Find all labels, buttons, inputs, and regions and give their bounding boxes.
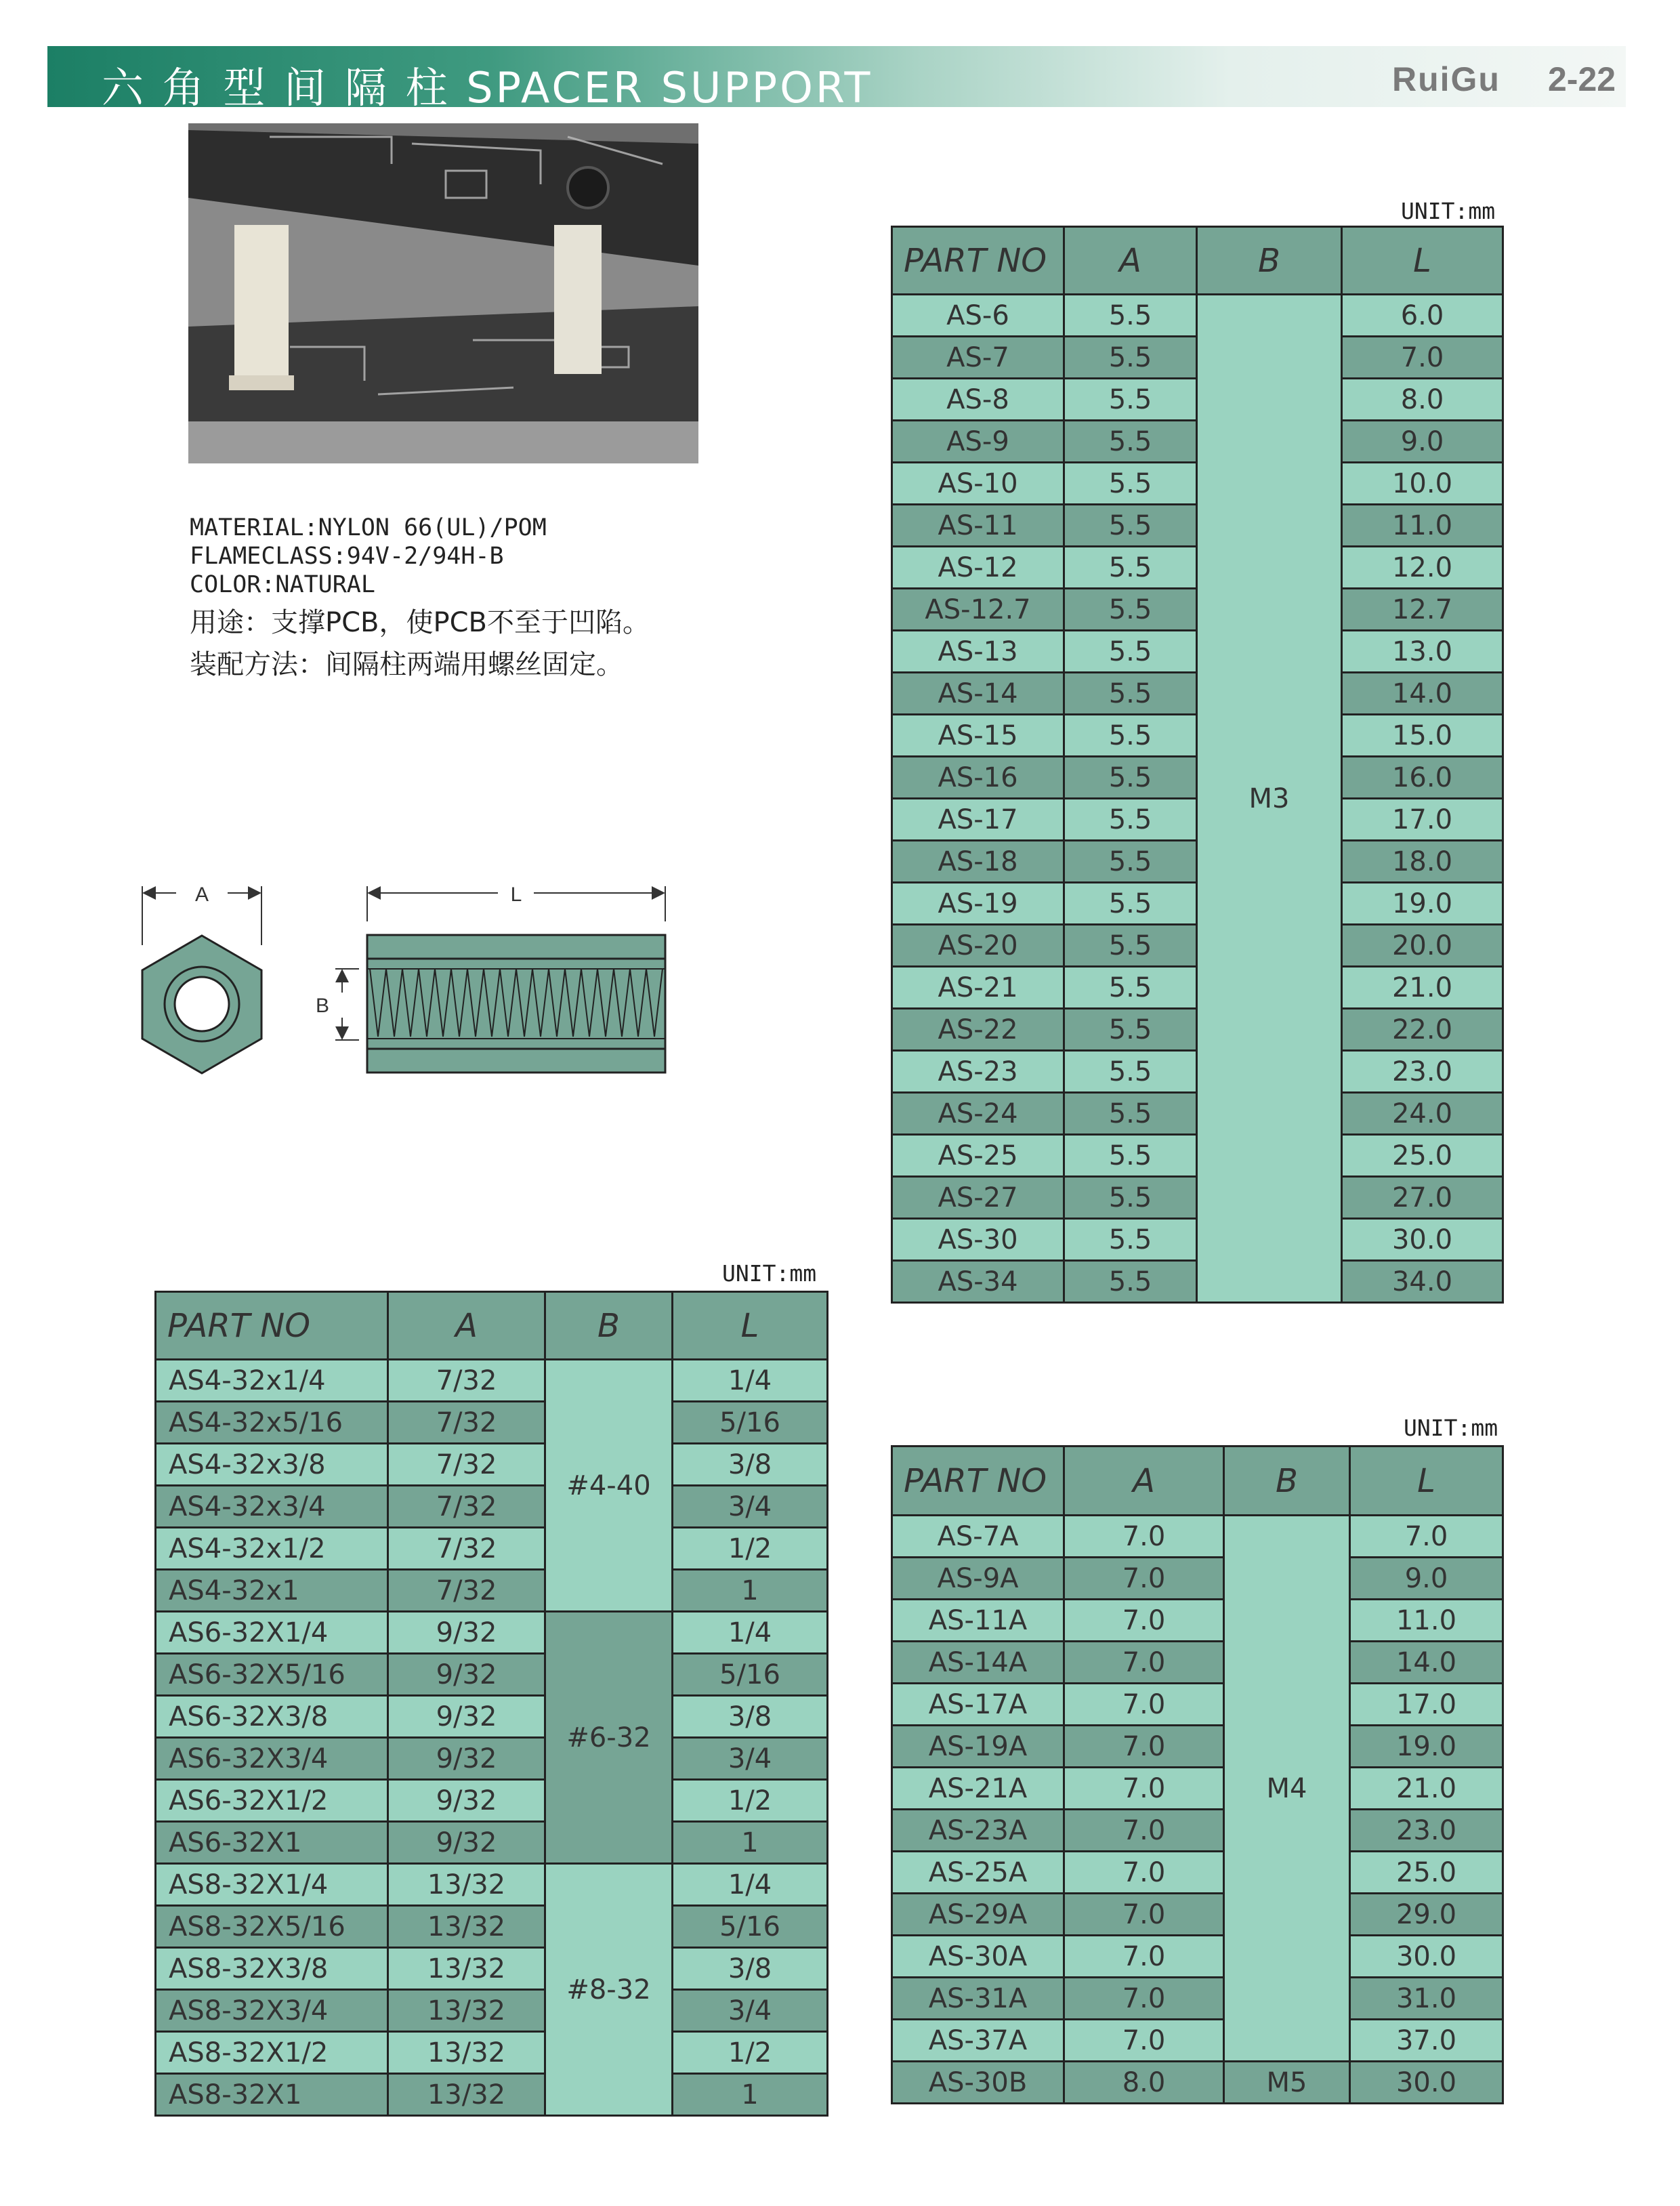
a-cell: 5.5 <box>1064 505 1197 547</box>
l-cell: 3/4 <box>673 1738 828 1780</box>
b-thread-cell: M4 <box>1224 1516 1350 2062</box>
part-no-cell: AS-18 <box>892 841 1064 883</box>
a-cell: 5.5 <box>1064 1051 1197 1093</box>
l-cell: 37.0 <box>1350 2020 1503 2062</box>
l-cell: 1/4 <box>673 1612 828 1654</box>
part-no-cell: AS6-32X1/4 <box>156 1612 388 1654</box>
column-header-b: B <box>545 1292 673 1360</box>
part-no-cell: AS-7 <box>892 337 1064 379</box>
l-cell: 3/8 <box>673 1948 828 1990</box>
part-no-cell: AS-11 <box>892 505 1064 547</box>
part-no-cell: AS8-32X3/8 <box>156 1948 388 1990</box>
a-cell: 5.5 <box>1064 1009 1197 1051</box>
dimension-l-label: L <box>510 883 522 906</box>
product-photo <box>188 123 698 463</box>
part-no-cell: AS-15 <box>892 715 1064 757</box>
a-cell: 5.5 <box>1064 925 1197 967</box>
part-no-cell: AS4-32x1 <box>156 1570 388 1612</box>
a-cell: 13/32 <box>388 2032 545 2074</box>
table-row <box>156 1696 828 1738</box>
part-no-cell: AS-31A <box>892 1978 1064 2020</box>
part-no-cell: AS-30B <box>892 2062 1064 2104</box>
b-thread-cell: M3 <box>1197 295 1342 1303</box>
l-cell: 12.7 <box>1342 589 1503 631</box>
part-no-cell: AS-8 <box>892 379 1064 421</box>
l-cell: 1 <box>673 1570 828 1612</box>
a-cell: 7.0 <box>1064 1726 1224 1768</box>
l-cell: 3/4 <box>673 1486 828 1528</box>
a-cell: 7.0 <box>1064 1852 1224 1894</box>
assembly-text: 装配方法：间隔柱两端用螺丝固定。 <box>190 649 623 680</box>
a-cell: 7.0 <box>1064 1894 1224 1936</box>
a-cell: 7.0 <box>1064 1642 1224 1684</box>
part-no-cell: AS-9A <box>892 1558 1064 1600</box>
part-no-cell: AS-30 <box>892 1219 1064 1261</box>
l-cell: 3/8 <box>673 1444 828 1486</box>
column-header-b: B <box>1224 1447 1350 1516</box>
part-no-cell: AS6-32X5/16 <box>156 1654 388 1696</box>
l-cell: 29.0 <box>1350 1894 1503 1936</box>
a-cell: 5.5 <box>1064 757 1197 799</box>
a-cell: 7.0 <box>1064 1558 1224 1600</box>
spacer-table-m3 <box>891 226 1504 1304</box>
table-row <box>892 1936 1503 1978</box>
table-row <box>156 1528 828 1570</box>
part-no-cell: AS4-32x3/4 <box>156 1486 388 1528</box>
l-cell: 7.0 <box>1342 337 1503 379</box>
part-no-cell: AS8-32X1/2 <box>156 2032 388 2074</box>
table-row <box>892 1978 1503 2020</box>
l-cell: 25.0 <box>1350 1852 1503 1894</box>
column-header-part-no: PART NO <box>156 1292 388 1360</box>
l-cell: 16.0 <box>1342 757 1503 799</box>
l-cell: 31.0 <box>1350 1978 1503 2020</box>
l-cell: 17.0 <box>1350 1684 1503 1726</box>
a-cell: 5.5 <box>1064 337 1197 379</box>
a-cell: 7/32 <box>388 1528 545 1570</box>
part-no-cell: AS-21 <box>892 967 1064 1009</box>
l-cell: 9.0 <box>1342 421 1503 463</box>
table-row <box>892 1558 1503 1600</box>
part-no-cell: AS8-32X1/4 <box>156 1864 388 1906</box>
table-row <box>156 1570 828 1612</box>
part-no-cell: AS-24 <box>892 1093 1064 1135</box>
unit-label-inch: UNIT:mm <box>722 1260 817 1287</box>
a-cell: 7.0 <box>1064 1684 1224 1726</box>
a-cell: 8.0 <box>1064 2062 1224 2104</box>
l-cell: 30.0 <box>1342 1219 1503 1261</box>
part-no-cell: AS6-32X3/4 <box>156 1738 388 1780</box>
l-cell: 3/8 <box>673 1696 828 1738</box>
table-row <box>892 1852 1503 1894</box>
side-view <box>316 883 665 1073</box>
l-cell: 20.0 <box>1342 925 1503 967</box>
a-cell: 5.5 <box>1064 547 1197 589</box>
table-row <box>892 1642 1503 1684</box>
table-row <box>892 1516 1503 1558</box>
l-cell: 5/16 <box>673 1654 828 1696</box>
a-cell: 7.0 <box>1064 1768 1224 1810</box>
l-cell: 5/16 <box>673 1906 828 1948</box>
a-cell: 5.5 <box>1064 673 1197 715</box>
dimension-b-label: B <box>315 995 330 1017</box>
l-cell: 14.0 <box>1342 673 1503 715</box>
l-cell: 10.0 <box>1342 463 1503 505</box>
l-cell: 30.0 <box>1350 2062 1503 2104</box>
column-header-l: L <box>1342 227 1503 295</box>
table-row <box>156 1948 828 1990</box>
table-row <box>156 1864 828 1906</box>
spacer-table-m4 <box>891 1445 1504 2104</box>
table-row <box>892 1684 1503 1726</box>
l-cell: 27.0 <box>1342 1177 1503 1219</box>
a-cell: 5.5 <box>1064 1219 1197 1261</box>
a-cell: 5.5 <box>1064 883 1197 925</box>
table-row <box>892 295 1503 337</box>
part-no-cell: AS-23A <box>892 1810 1064 1852</box>
part-no-cell: AS-17 <box>892 799 1064 841</box>
a-cell: 9/32 <box>388 1612 545 1654</box>
column-header-l: L <box>673 1292 828 1360</box>
part-no-cell: AS8-32X3/4 <box>156 1990 388 2032</box>
l-cell: 11.0 <box>1342 505 1503 547</box>
table-row <box>156 1444 828 1486</box>
a-cell: 7/32 <box>388 1570 545 1612</box>
table-row <box>156 1402 828 1444</box>
table-row <box>156 1738 828 1780</box>
column-header-a: A <box>1064 1447 1224 1516</box>
table-row <box>156 1906 828 1948</box>
table-row <box>156 1486 828 1528</box>
l-cell: 12.0 <box>1342 547 1503 589</box>
a-cell: 5.5 <box>1064 631 1197 673</box>
l-cell: 15.0 <box>1342 715 1503 757</box>
part-no-cell: AS4-32x5/16 <box>156 1402 388 1444</box>
l-cell: 11.0 <box>1350 1600 1503 1642</box>
l-cell: 21.0 <box>1350 1768 1503 1810</box>
a-cell: 13/32 <box>388 1864 545 1906</box>
part-no-cell: AS-34 <box>892 1261 1064 1303</box>
part-no-cell: AS-11A <box>892 1600 1064 1642</box>
part-no-cell: AS-6 <box>892 295 1064 337</box>
part-no-cell: AS-14A <box>892 1642 1064 1684</box>
l-cell: 9.0 <box>1350 1558 1503 1600</box>
l-cell: 1/4 <box>673 1864 828 1906</box>
a-cell: 5.5 <box>1064 1093 1197 1135</box>
part-no-cell: AS-19 <box>892 883 1064 925</box>
a-cell: 5.5 <box>1064 967 1197 1009</box>
b-thread-cell: #8-32 <box>545 1864 673 2116</box>
part-no-cell: AS8-32X5/16 <box>156 1906 388 1948</box>
usage-text: 用途：支撑PCB，使PCB不至于凹陷。 <box>190 607 650 638</box>
a-cell: 9/32 <box>388 1738 545 1780</box>
header-bar <box>47 46 1626 112</box>
table-row <box>892 2062 1503 2104</box>
l-cell: 8.0 <box>1342 379 1503 421</box>
l-cell: 30.0 <box>1350 1936 1503 1978</box>
color-text: COLOR:NATURAL <box>190 571 375 598</box>
dimension-diagram <box>135 867 677 1091</box>
a-cell: 13/32 <box>388 1906 545 1948</box>
a-cell: 7/32 <box>388 1444 545 1486</box>
a-cell: 7/32 <box>388 1486 545 1528</box>
b-thread-cell: #4-40 <box>545 1360 673 1612</box>
l-cell: 1 <box>673 2074 828 2116</box>
part-no-cell: AS-7A <box>892 1516 1064 1558</box>
table-row <box>156 1780 828 1822</box>
part-no-cell: AS-29A <box>892 1894 1064 1936</box>
a-cell: 9/32 <box>388 1822 545 1864</box>
material-text: MATERIAL:NYLON 66(UL)/POM <box>190 514 547 541</box>
part-no-cell: AS-16 <box>892 757 1064 799</box>
part-no-cell: AS-14 <box>892 673 1064 715</box>
l-cell: 7.0 <box>1350 1516 1503 1558</box>
a-cell: 9/32 <box>388 1696 545 1738</box>
part-no-cell: AS4-32x3/8 <box>156 1444 388 1486</box>
part-no-cell: AS-37A <box>892 2020 1064 2062</box>
unit-label-m4: UNIT:mm <box>1404 1415 1498 1441</box>
page-title: 六 角 型 间 隔 柱 SPACER SUPPORT <box>102 63 873 112</box>
l-cell: 21.0 <box>1342 967 1503 1009</box>
l-cell: 1/4 <box>673 1360 828 1402</box>
l-cell: 23.0 <box>1342 1051 1503 1093</box>
l-cell: 1/2 <box>673 1528 828 1570</box>
part-no-cell: AS4-32x1/4 <box>156 1360 388 1402</box>
l-cell: 18.0 <box>1342 841 1503 883</box>
l-cell: 1 <box>673 1822 828 1864</box>
table-row <box>156 1822 828 1864</box>
column-header-l: L <box>1350 1447 1503 1516</box>
a-cell: 13/32 <box>388 1990 545 2032</box>
column-header-part-no: PART NO <box>892 1447 1064 1516</box>
part-no-cell: AS-27 <box>892 1177 1064 1219</box>
l-cell: 17.0 <box>1342 799 1503 841</box>
a-cell: 5.5 <box>1064 463 1197 505</box>
l-cell: 14.0 <box>1350 1642 1503 1684</box>
l-cell: 3/4 <box>673 1990 828 2032</box>
b-thread-cell: #6-32 <box>545 1612 673 1864</box>
column-header-a: A <box>1064 227 1197 295</box>
column-header-part-no: PART NO <box>892 227 1064 295</box>
brand-name: RuiGu <box>1392 60 1500 98</box>
page-number: 2-22 <box>1548 60 1616 98</box>
part-no-cell: AS-19A <box>892 1726 1064 1768</box>
a-cell: 7.0 <box>1064 1600 1224 1642</box>
a-cell: 5.5 <box>1064 589 1197 631</box>
a-cell: 5.5 <box>1064 1177 1197 1219</box>
part-no-cell: AS-25 <box>892 1135 1064 1177</box>
a-cell: 5.5 <box>1064 715 1197 757</box>
l-cell: 25.0 <box>1342 1135 1503 1177</box>
table-row <box>892 1600 1503 1642</box>
a-cell: 9/32 <box>388 1654 545 1696</box>
part-no-cell: AS-25A <box>892 1852 1064 1894</box>
l-cell: 22.0 <box>1342 1009 1503 1051</box>
table-row <box>156 1654 828 1696</box>
a-cell: 13/32 <box>388 2074 545 2116</box>
a-cell: 5.5 <box>1064 421 1197 463</box>
a-cell: 5.5 <box>1064 295 1197 337</box>
a-cell: 13/32 <box>388 1948 545 1990</box>
l-cell: 23.0 <box>1350 1810 1503 1852</box>
unit-label-m3: UNIT:mm <box>1401 198 1496 224</box>
column-header-b: B <box>1197 227 1342 295</box>
part-no-cell: AS-9 <box>892 421 1064 463</box>
column-header-a: A <box>388 1292 545 1360</box>
a-cell: 7/32 <box>388 1360 545 1402</box>
part-no-cell: AS-23 <box>892 1051 1064 1093</box>
l-cell: 34.0 <box>1342 1261 1503 1303</box>
usage-notes <box>190 602 650 686</box>
material-specs <box>190 514 547 599</box>
a-cell: 7.0 <box>1064 2020 1224 2062</box>
a-cell: 5.5 <box>1064 841 1197 883</box>
table-row <box>892 1894 1503 1936</box>
hex-end-view <box>142 883 261 1073</box>
part-no-cell: AS4-32x1/2 <box>156 1528 388 1570</box>
a-cell: 7.0 <box>1064 1936 1224 1978</box>
part-no-cell: AS8-32X1 <box>156 2074 388 2116</box>
table-row <box>892 2020 1503 2062</box>
l-cell: 1/2 <box>673 1780 828 1822</box>
table-row <box>156 2074 828 2116</box>
part-no-cell: AS-10 <box>892 463 1064 505</box>
a-cell: 5.5 <box>1064 379 1197 421</box>
part-no-cell: AS-13 <box>892 631 1064 673</box>
a-cell: 5.5 <box>1064 799 1197 841</box>
l-cell: 5/16 <box>673 1402 828 1444</box>
table-row <box>892 1726 1503 1768</box>
l-cell: 19.0 <box>1342 883 1503 925</box>
a-cell: 7.0 <box>1064 1810 1224 1852</box>
a-cell: 7.0 <box>1064 1978 1224 2020</box>
table-row <box>892 1768 1503 1810</box>
flame-class-text: FLAMECLASS:94V-2/94H-B <box>190 543 504 570</box>
part-no-cell: AS-12.7 <box>892 589 1064 631</box>
a-cell: 9/32 <box>388 1780 545 1822</box>
dimension-a-label: A <box>194 883 209 906</box>
a-cell: 7/32 <box>388 1402 545 1444</box>
table-row <box>156 1990 828 2032</box>
part-no-cell: AS-30A <box>892 1936 1064 1978</box>
table-row <box>156 1612 828 1654</box>
part-no-cell: AS-12 <box>892 547 1064 589</box>
b-thread-cell: M5 <box>1224 2062 1350 2104</box>
part-no-cell: AS6-32X3/8 <box>156 1696 388 1738</box>
a-cell: 5.5 <box>1064 1135 1197 1177</box>
l-cell: 24.0 <box>1342 1093 1503 1135</box>
table-row <box>892 1810 1503 1852</box>
table-row <box>156 2032 828 2074</box>
part-no-cell: AS-22 <box>892 1009 1064 1051</box>
table-row <box>156 1360 828 1402</box>
l-cell: 19.0 <box>1350 1726 1503 1768</box>
part-no-cell: AS6-32X1/2 <box>156 1780 388 1822</box>
spacer-table-inch <box>154 1291 828 2117</box>
part-no-cell: AS-20 <box>892 925 1064 967</box>
part-no-cell: AS-17A <box>892 1684 1064 1726</box>
part-no-cell: AS-21A <box>892 1768 1064 1810</box>
l-cell: 1/2 <box>673 2032 828 2074</box>
a-cell: 5.5 <box>1064 1261 1197 1303</box>
part-no-cell: AS6-32X1 <box>156 1822 388 1864</box>
l-cell: 13.0 <box>1342 631 1503 673</box>
a-cell: 7.0 <box>1064 1516 1224 1558</box>
l-cell: 6.0 <box>1342 295 1503 337</box>
